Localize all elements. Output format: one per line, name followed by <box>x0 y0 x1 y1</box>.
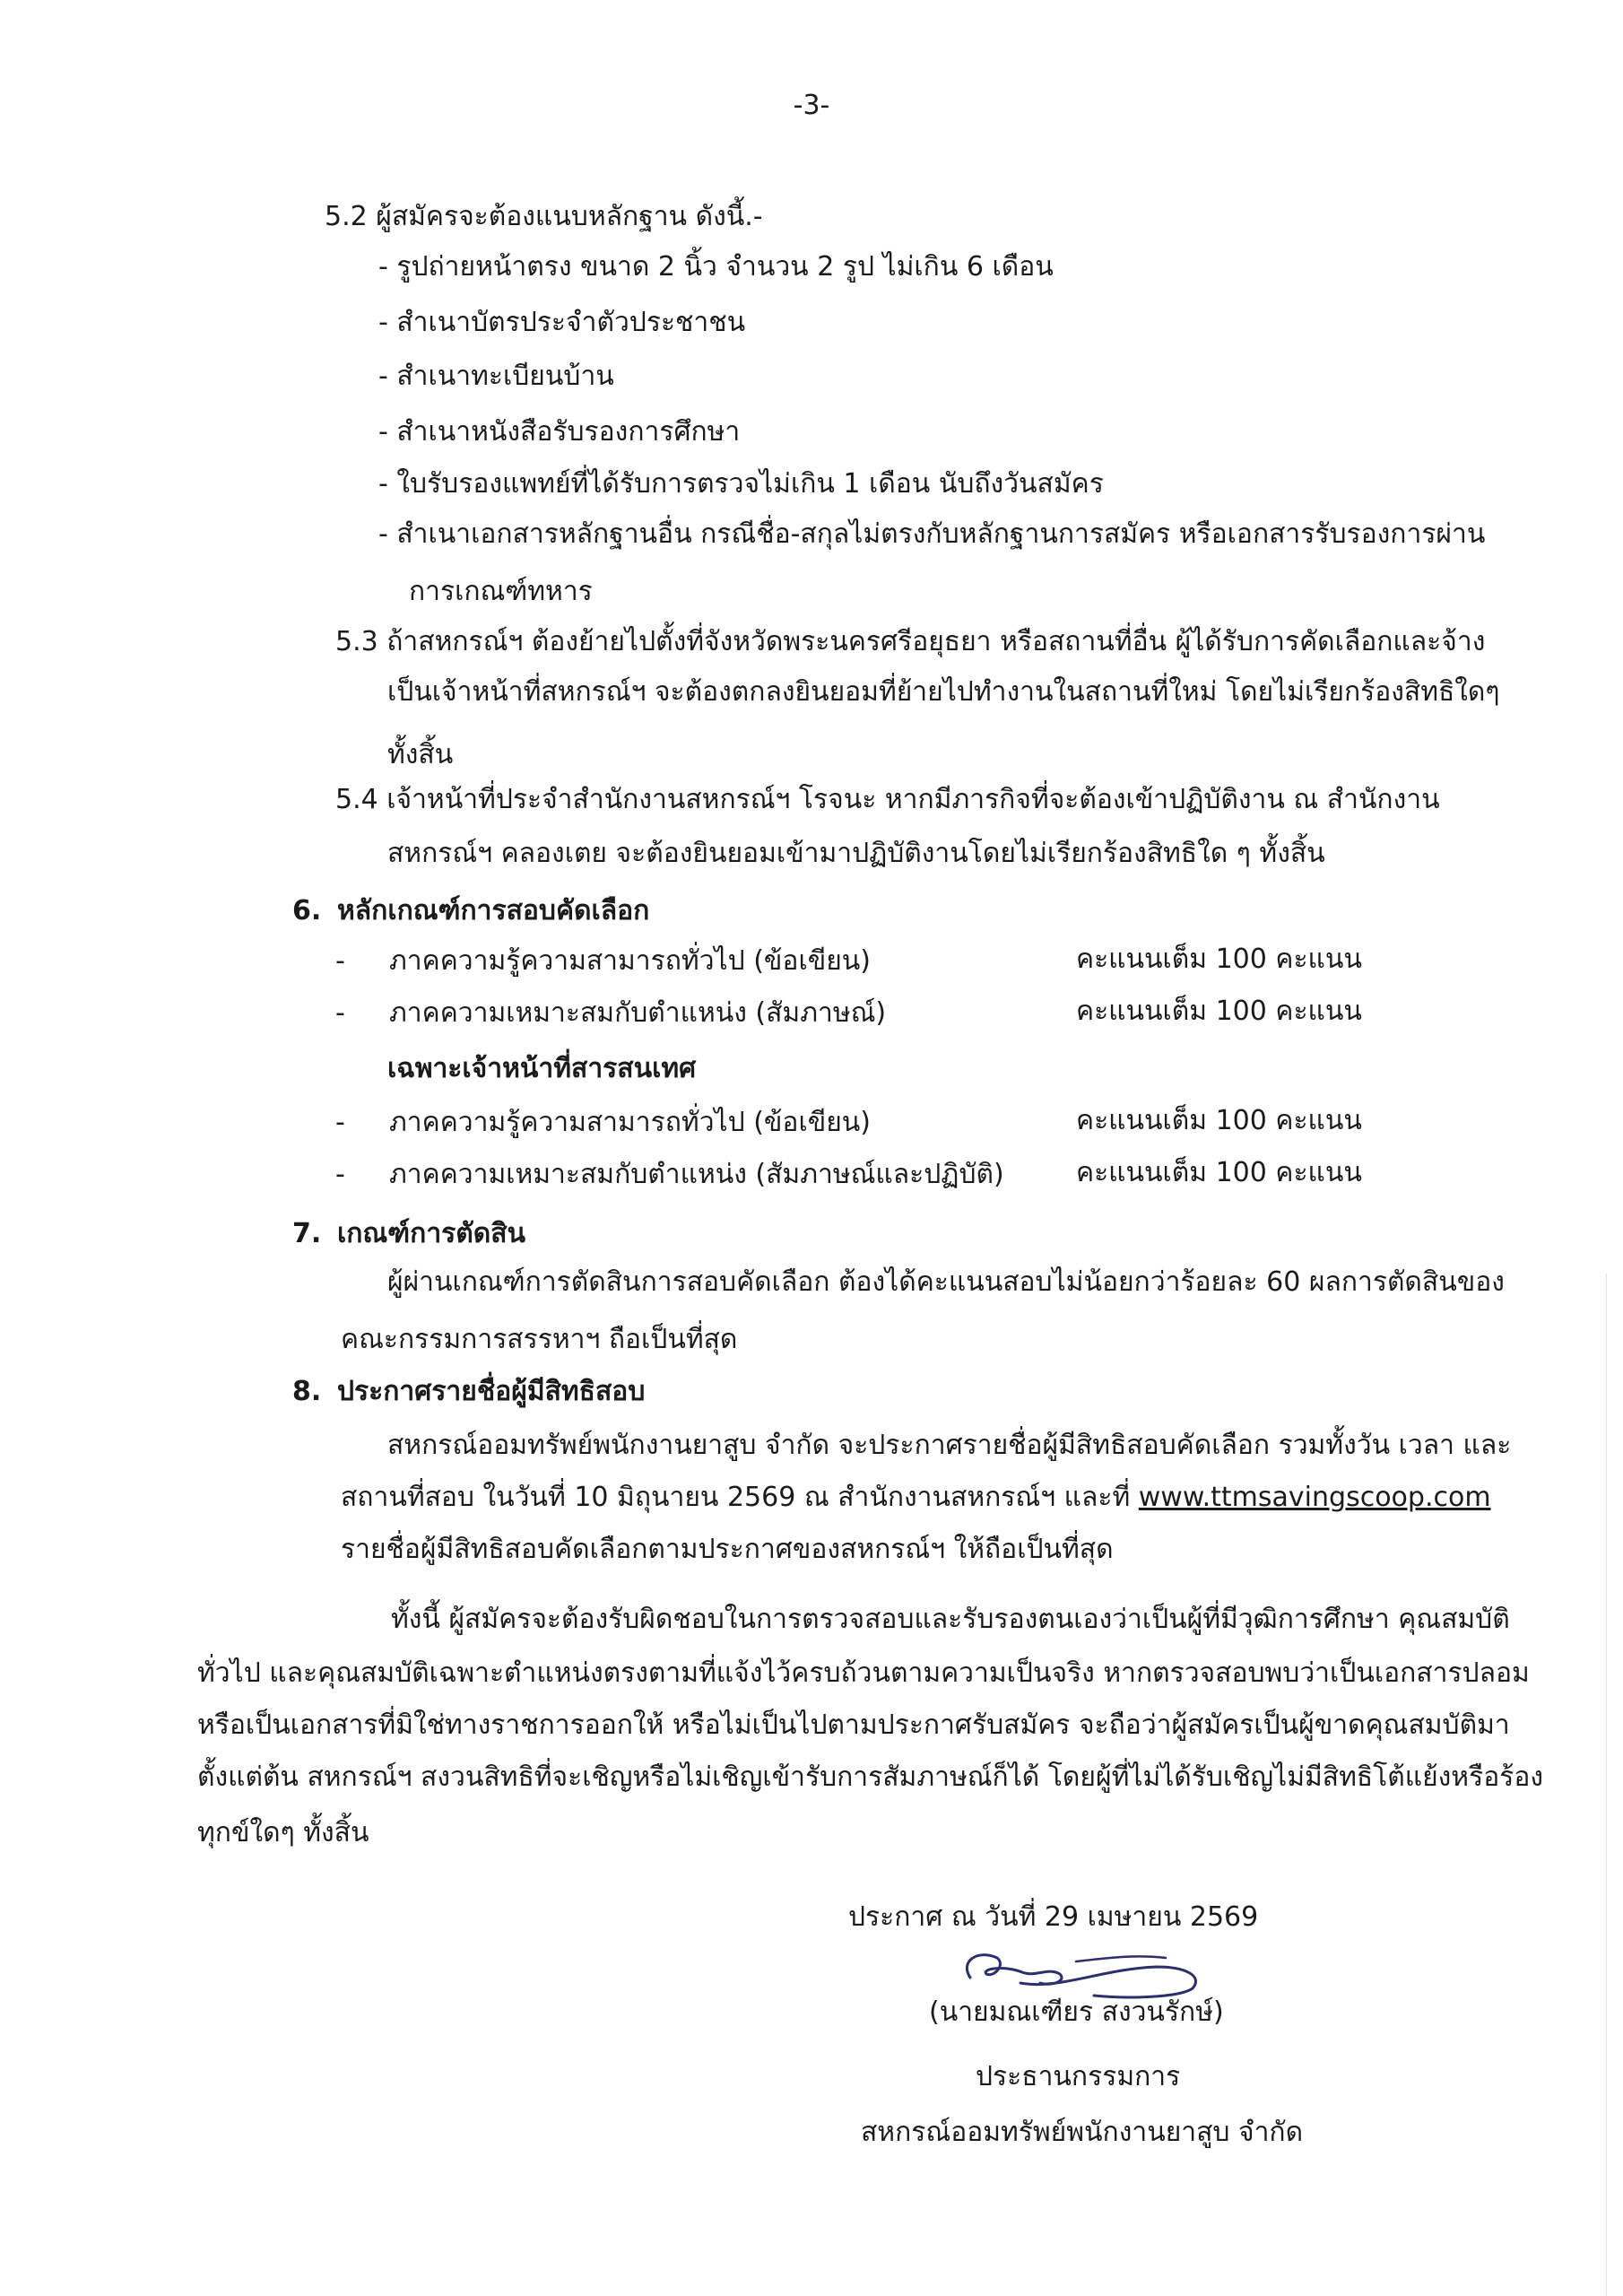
list-item: - รูปถ่ายหน้าตรง ขนาด 2 นิ้ว จำนวน 2 รูป ไม่เกิน 6 เดือน <box>378 251 1054 283</box>
section-6-title: หลักเกณฑ์การสอบคัดเลือก <box>337 895 650 926</box>
signatory-name: (นายมณเฑียร สงวนรักษ์) <box>929 1996 1224 2028</box>
score-row-value: คะแนนเต็ม 100 คะแนน <box>1076 996 1362 1027</box>
section-5-4-line: สหกรณ์ฯ คลองเตย จะต้องยินยอมเข้ามาปฏิบัติงานโดยไม่เรียกร้องสิทธิใด ๆ ทั้งสิ้น <box>387 838 1325 869</box>
section-8-line-text: สถานที่สอบ ในวันที่ 10 มิถุนายน 2569 ณ สำนักงานสหกรณ์ฯ และที่ <box>341 1482 1139 1513</box>
section-8-line <box>341 1480 1491 1516</box>
list-item-continuation: การเกณฑ์ทหาร <box>409 576 593 607</box>
section-8-line: รายชื่อผู้มีสิทธิสอบคัดเลือกตามประกาศของสหกรณ์ฯ ให้ถือเป็นที่สุด <box>341 1534 1114 1565</box>
list-item: - สำเนาทะเบียนบ้าน <box>378 361 614 392</box>
page-number: -3- <box>793 90 830 121</box>
section-7-number: 7. <box>292 1218 322 1249</box>
closing-line: หรือเป็นเอกสารที่มิใช่ทางราชการออกให้ หรือไม่เป็นไปตามประกาศรับสมัคร จะถือว่าผู้สมัครเป็นผู้ขาดคุณสมบัติมา <box>197 1709 1510 1741</box>
score-row-label: ภาคความเหมาะสมกับตำแหน่ง (สัมภาษณ์และปฏิบัติ) <box>389 1159 1004 1190</box>
section-8-number: 8. <box>292 1376 322 1407</box>
score-row-dash: - <box>335 945 345 977</box>
closing-line: ทั่วไป และคุณสมบัติเฉพาะตำแหน่งตรงตามที่แจ้งไว้ครบถ้วนตามความเป็นจริง หากตรวจสอบพบว่าเป็นเอกสารปลอม <box>197 1657 1530 1689</box>
score-row-value: คะแนนเต็ม 100 คะแนน <box>1076 1105 1362 1136</box>
list-item: - ใบรับรองแพทย์ที่ได้รับการตรวจไม่เกิน 1 เดือน นับถึงวันสมัคร <box>378 468 1104 500</box>
score-row-value: คะแนนเต็ม 100 คะแนน <box>1076 1157 1362 1188</box>
score-row-label: ภาคความเหมาะสมกับตำแหน่ง (สัมภาษณ์) <box>389 997 887 1029</box>
score-row-value: คะแนนเต็ม 100 คะแนน <box>1076 944 1362 975</box>
section-5-3-line: เป็นเจ้าหน้าที่สหกรณ์ฯ จะต้องตกลงยินยอมที่ย้ายไปทำงานในสถานที่ใหม่ โดยไม่เรียกร้องสิทธิใดๆ <box>387 676 1500 708</box>
list-item: - สำเนาบัตรประจำตัวประชาชน <box>378 307 746 338</box>
score-row-dash: - <box>335 1107 345 1138</box>
section-7-line: ผู้ผ่านเกณฑ์การตัดสินการสอบคัดเลือก ต้องได้คะแนนสอบไม่น้อยกว่าร้อยละ 60 ผลการตัดสินของ <box>387 1266 1505 1298</box>
section-8-line: สหกรณ์ออมทรัพย์พนักงานยาสูบ จำกัด จะประกาศรายชื่อผู้มีสิทธิสอบคัดเลือก รวมทั้งวัน เวลา และ <box>387 1430 1512 1461</box>
score-row-label: ภาคความรู้ความสามารถทั่วไป (ข้อเขียน) <box>389 945 871 977</box>
organization-name: สหกรณ์ออมทรัพย์พนักงานยาสูบ จำกัด <box>861 2117 1304 2148</box>
section-6-subtitle: เฉพาะเจ้าหน้าที่สารสนเทศ <box>387 1053 697 1084</box>
website-link[interactable]: www.ttmsavingscoop.com <box>1138 1482 1491 1513</box>
announcement-date: ประกาศ ณ วันที่ 29 เมษายน 2569 <box>848 1901 1259 1933</box>
list-item: - สำเนาเอกสารหลักฐานอื่น กรณีชื่อ-สกุลไม่ตรงกับหลักฐานการสมัคร หรือเอกสารรับรองการผ่าน <box>378 518 1486 550</box>
list-item: - สำเนาหนังสือรับรองการศึกษา <box>378 416 741 448</box>
section-5-2-heading: 5.2 ผู้สมัครจะต้องแนบหลักฐาน ดังนี้.- <box>325 201 763 232</box>
section-5-4-line: 5.4 เจ้าหน้าที่ประจำสำนักงานสหกรณ์ฯ โรจนะ หากมีภารกิจที่จะต้องเข้าปฏิบัติงาน ณ สำนักงาน <box>335 784 1440 815</box>
closing-line: ทั้งนี้ ผู้สมัครจะต้องรับผิดชอบในการตรวจสอบและรับรองตนเองว่าเป็นผู้ที่มีวุฒิการศึกษา คุณสมบัติ <box>391 1604 1510 1635</box>
score-row-label: ภาคความรู้ความสามารถทั่วไป (ข้อเขียน) <box>389 1107 871 1138</box>
section-5-3-line: 5.3 ถ้าสหกรณ์ฯ ต้องย้ายไปตั้งที่จังหวัดพระนครศรีอยุธยา หรือสถานที่อื่น ผู้ได้รับการคัดเลือกและจ้าง <box>335 626 1486 657</box>
signatory-position: ประธานกรรมการ <box>976 2061 1181 2092</box>
closing-line: ตั้งแต่ต้น สหกรณ์ฯ สงวนสิทธิที่จะเชิญหรือไม่เชิญเข้ารับการสัมภาษณ์ก็ได้ โดยผู้ที่ไม่ได้รับเชิญไม่มีสิทธิโต้แย้งหรือร้อง <box>197 1761 1543 1793</box>
section-7-line: คณะกรรมการสรรหาฯ ถือเป็นที่สุด <box>341 1324 738 1355</box>
score-row-dash: - <box>335 997 345 1029</box>
section-7-title: เกณฑ์การตัดสิน <box>337 1218 526 1249</box>
scan-edge-line <box>1606 1274 1607 2296</box>
score-row-dash: - <box>335 1159 345 1190</box>
section-6-number: 6. <box>292 895 322 926</box>
section-8-title: ประกาศรายชื่อผู้มีสิทธิสอบ <box>337 1376 646 1407</box>
section-5-3-line: ทั้งสิ้น <box>387 739 454 770</box>
closing-line: ทุกข์ใดๆ ทั้งสิ้น <box>197 1817 369 1848</box>
